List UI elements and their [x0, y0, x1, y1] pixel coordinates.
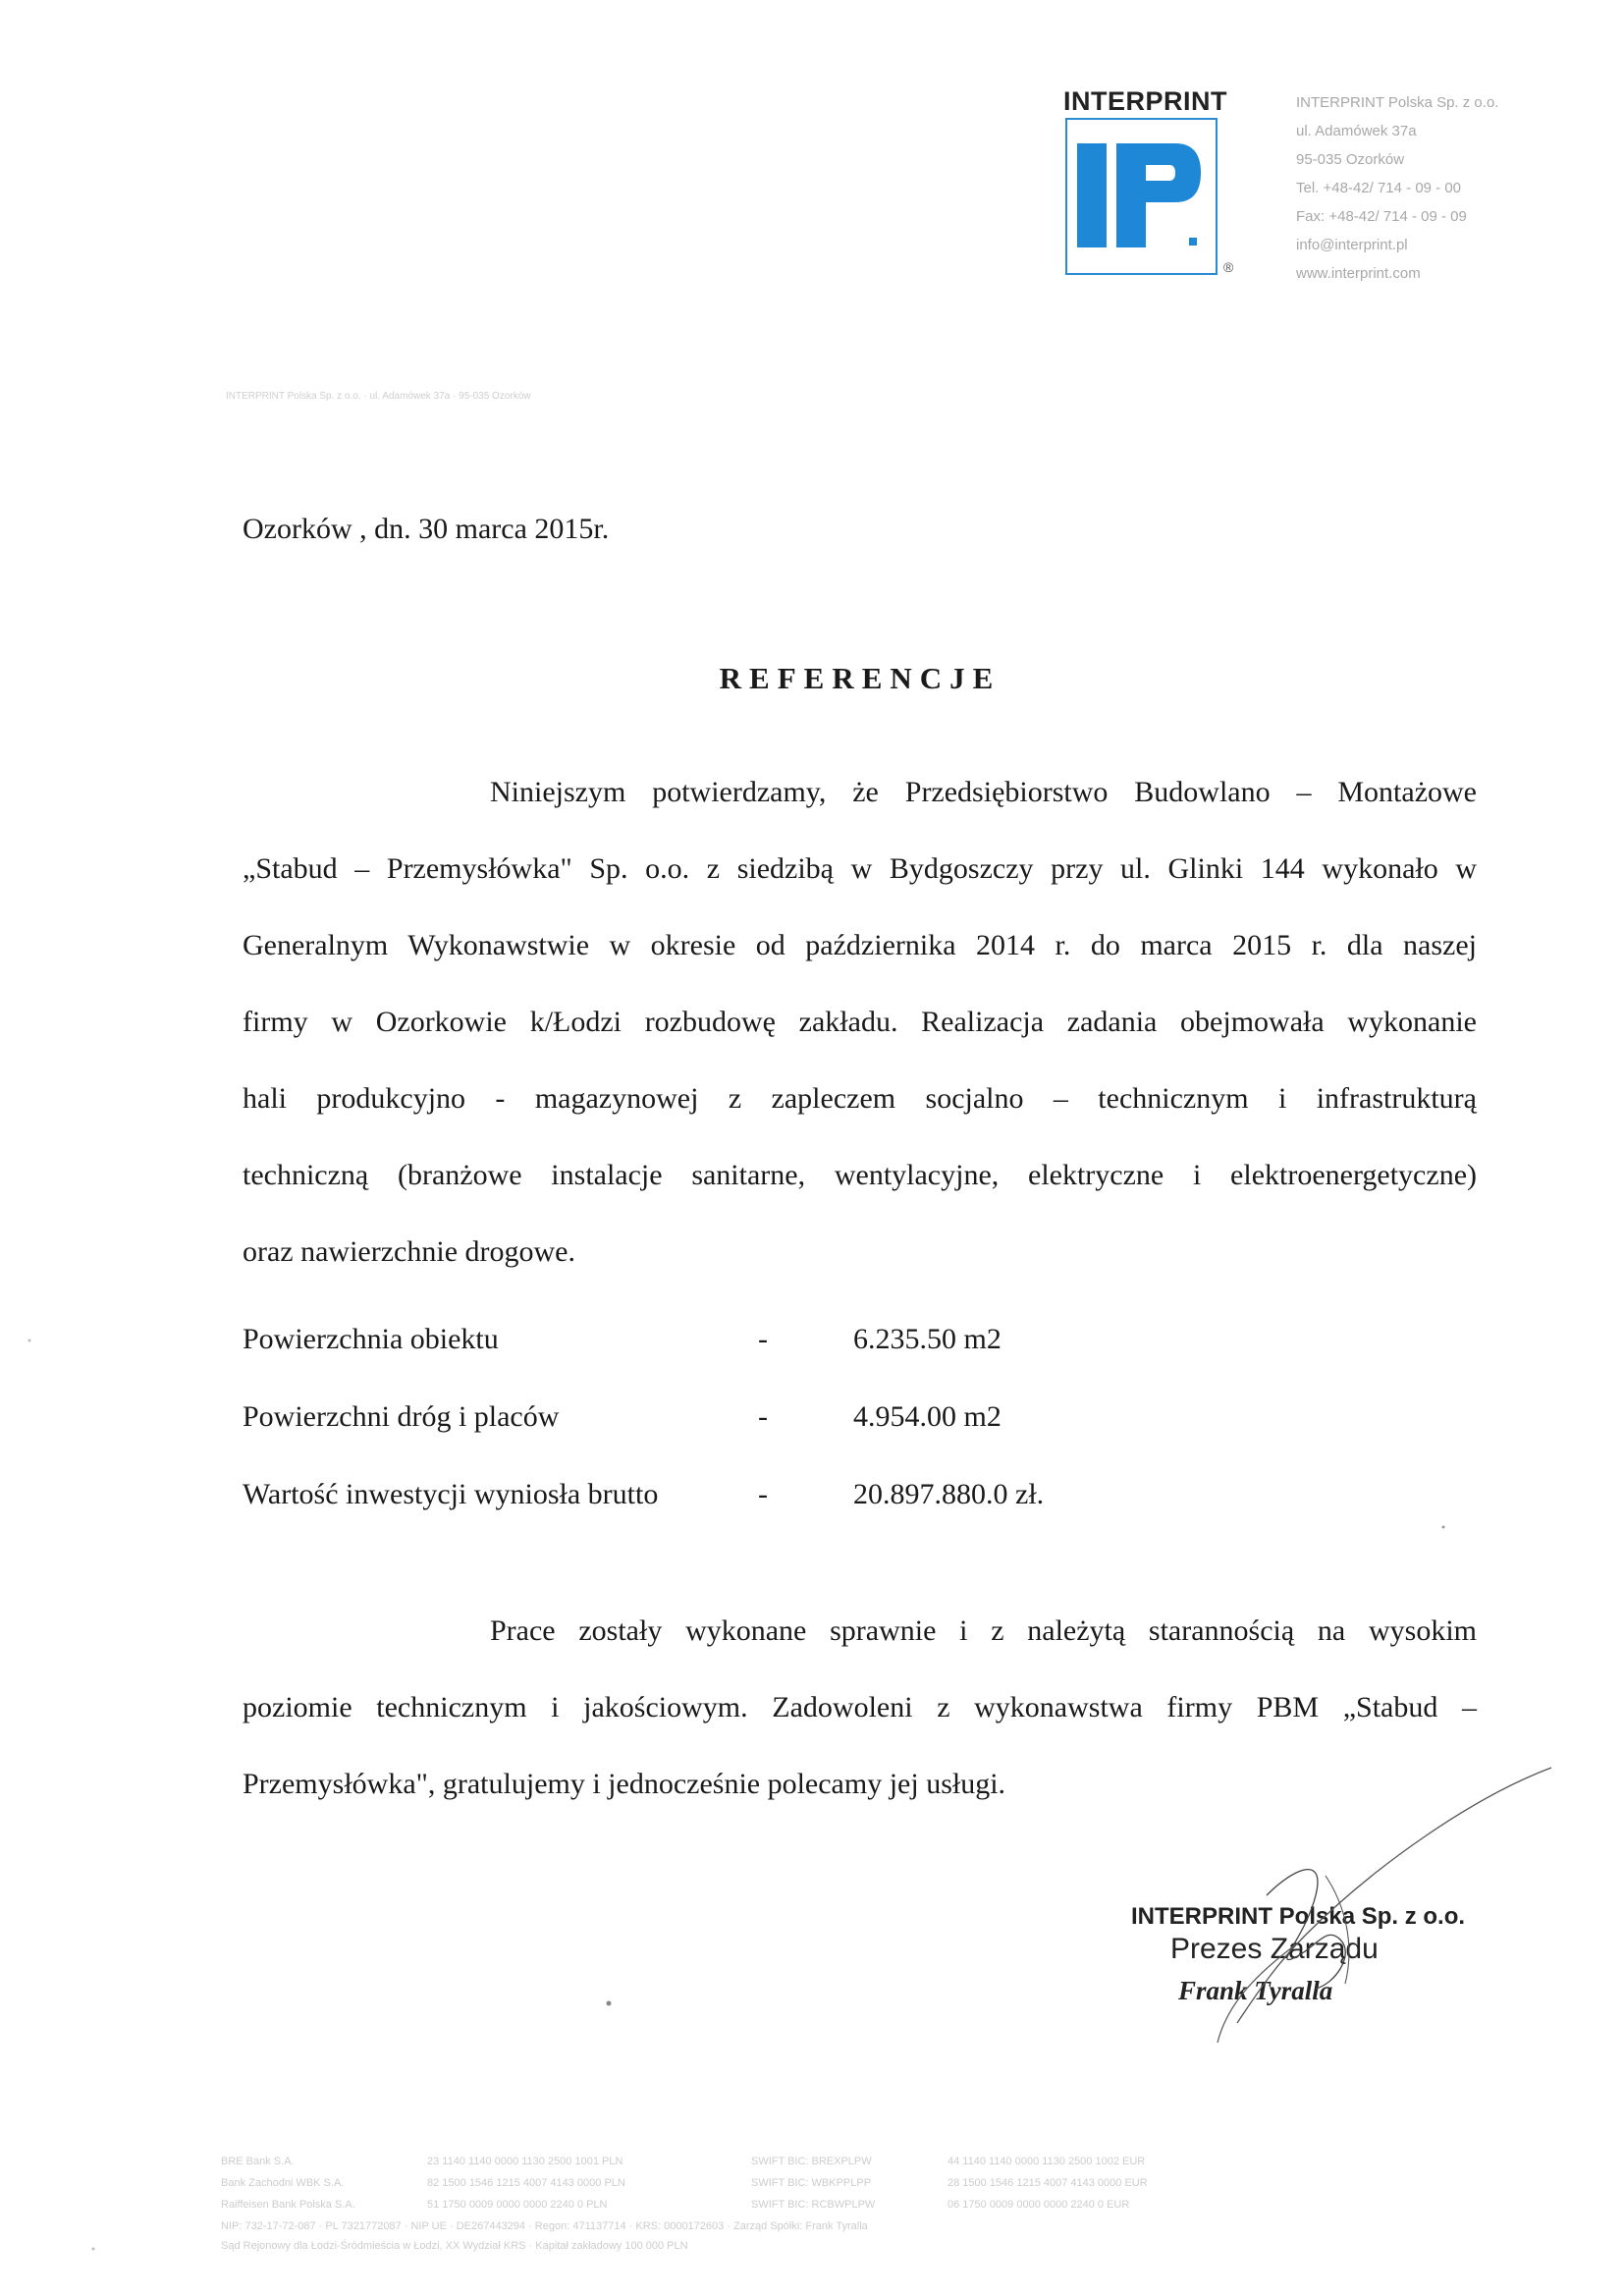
paragraph-line: „Stabud – Przemysłówka" Sp. o.o. z siedzibą w Bydgoszczy przy ul. Glinki 144 wykonało w — [243, 852, 1477, 885]
handwritten-signature — [1080, 1758, 1571, 2052]
company-name: INTERPRINT Polska Sp. z o.o. — [1296, 94, 1499, 111]
logo-letter-i — [1077, 143, 1107, 247]
company-phone: Tel. +48-42/ 714 - 09 - 00 — [1296, 180, 1462, 196]
swift-code: SWIFT BIC: BREXPLPW — [751, 2156, 872, 2167]
fact-label: Powierzchnia obiektu — [243, 1323, 499, 1355]
registered-mark: ® — [1223, 259, 1234, 275]
fact-dash: - — [758, 1478, 768, 1510]
fact-label: Wartość inwestycji wyniosła brutto — [243, 1478, 659, 1510]
stamp-company: INTERPRINT Polska Sp. z o.o. — [1131, 1903, 1466, 1930]
fact-value: 4.954.00 m2 — [853, 1400, 1001, 1433]
paragraph-line: techniczną (branżowe instalacje sanitarne, wentylacyjne, elektryczne i elektroenergetyczne) — [243, 1159, 1477, 1191]
fact-dash: - — [758, 1400, 768, 1433]
company-street: ul. Adamówek 37a — [1296, 123, 1417, 139]
bank-footer — [221, 2151, 1148, 2255]
company-logo-text: INTERPRINT — [1063, 86, 1227, 116]
paragraph-line: Prace zostały wykonane sprawnie i z należytą starannością na wysokim — [490, 1614, 1477, 1647]
bank-name: Bank Zachodni WBK S.A. — [221, 2177, 345, 2189]
stamp-name: Frank Tyralla — [1178, 1976, 1333, 2005]
footer-bank-row — [221, 2172, 1148, 2194]
main-paragraph — [243, 754, 1477, 1290]
company-fax: Fax: +48-42/ 714 - 09 - 09 — [1296, 208, 1467, 225]
account-pln: 51 1750 0009 0000 0000 2240 0 PLN — [427, 2199, 608, 2211]
swift-code: SWIFT BIC: WBKPPLPP — [751, 2177, 872, 2189]
account-eur: 28 1500 1546 1215 4007 4143 0000 EUR — [947, 2177, 1148, 2189]
fact-dash: - — [758, 1323, 768, 1355]
company-address-block — [1296, 88, 1498, 288]
account-eur: 06 1750 0009 0000 0000 2240 0 EUR — [947, 2199, 1130, 2211]
footer-bank-row — [221, 2151, 1146, 2172]
paragraph-line: firmy w Ozorkowie k/Łodzi rozbudowę zakładu. Realizacja zadania obejmowała wykonanie — [243, 1006, 1477, 1038]
paragraph-line: poziomie technicznym i jakościowym. Zadowoleni z wykonawstwa firmy PBM „Stabud – — [243, 1691, 1477, 1723]
stamp-role: Prezes Zarządu — [1170, 1933, 1379, 1965]
account-eur: 44 1140 1140 0000 1130 2500 1002 EUR — [947, 2156, 1146, 2167]
paragraph-line: hali produkcyjno - magazynowej z zapleczem socjalno – technicznym i infrastrukturą — [243, 1082, 1477, 1115]
footer-registration: NIP: 732-17-72-087 · PL 7321772087 · NIP UE · DE267443294 · Regon: 471137714 · KRS: 0000172603 · Zarząd Spółki: Frank Tyralla — [221, 2220, 868, 2232]
swift-code: SWIFT BIC: RCBWPLPW — [751, 2199, 876, 2211]
account-pln: 82 1500 1546 1215 4007 4143 0000 PLN — [427, 2177, 625, 2189]
paragraph-line: Przemysłówka", gratulujemy i jednocześnie polecamy jej usługi. — [243, 1768, 1006, 1800]
footer-bank-row — [221, 2194, 1130, 2215]
fact-value: 20.897.880.0 zł. — [853, 1478, 1045, 1510]
letter-title: REFERENCJE — [719, 661, 1001, 695]
letter-date: Ozorków , dn. 30 marca 2015r. — [243, 513, 610, 545]
bank-name: BRE Bank S.A. — [221, 2156, 295, 2167]
paragraph-line: Niniejszym potwierdzamy, że Przedsiębiorstwo Budowlano – Montażowe — [490, 776, 1477, 808]
company-city: 95-035 Ozorków — [1296, 151, 1405, 168]
fact-label: Powierzchni dróg i placów — [243, 1400, 560, 1433]
company-email: info@interprint.pl — [1296, 237, 1408, 253]
fact-value: 6.235.50 m2 — [853, 1323, 1001, 1355]
company-website: www.interprint.com — [1296, 265, 1421, 282]
paragraph-line: Generalnym Wykonawstwie w okresie od października 2014 r. do marca 2015 r. dla naszej — [243, 929, 1477, 961]
bank-name: Raiffeisen Bank Polska S.A. — [221, 2199, 355, 2211]
interprint-logo — [1065, 118, 1218, 275]
paragraph-line: oraz nawierzchnie drogowe. — [243, 1235, 575, 1268]
return-address: INTERPRINT Polska Sp. z o.o. · ul. Adamówek 37a · 95-035 Ozorków — [226, 391, 531, 402]
account-pln: 23 1140 1140 0000 1130 2500 1001 PLN — [427, 2156, 623, 2167]
footer-court: Sąd Rejonowy dla Łodzi-Śródmieścia w Łodzi, XX Wydział KRS · Kapitał zakładowy 100 000 PLN — [221, 2240, 688, 2252]
